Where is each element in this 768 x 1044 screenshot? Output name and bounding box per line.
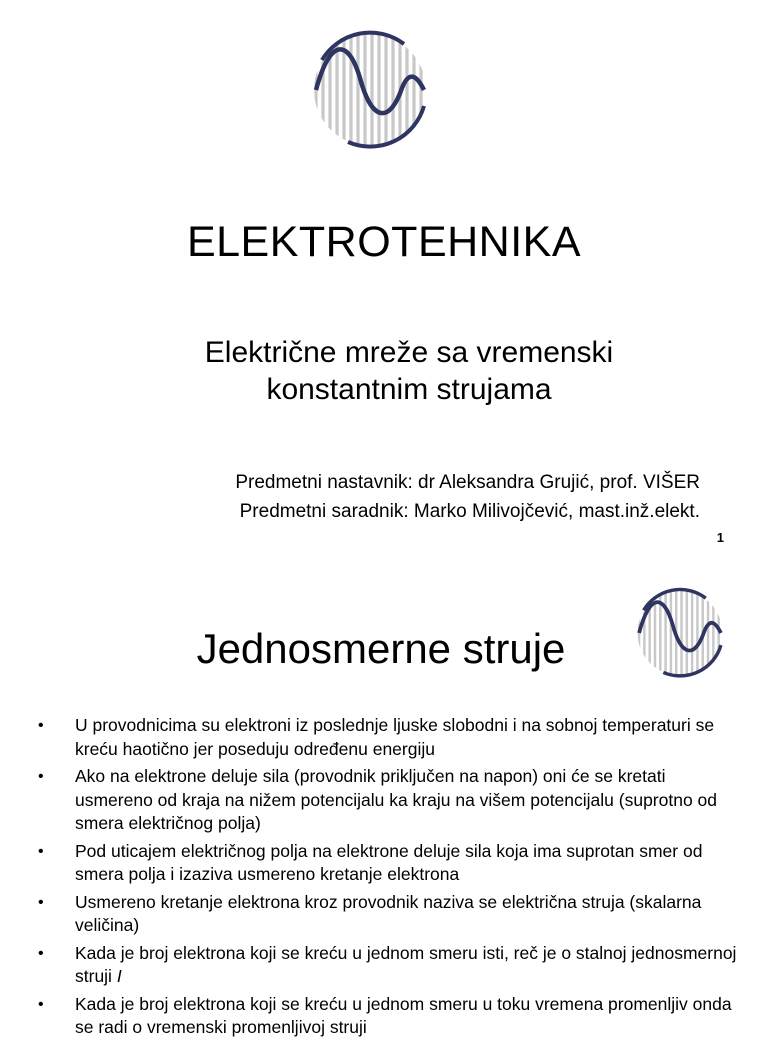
assistant-credit: Predmetni saradnik: Marko Milivojčević, mast.inž.elekt.: [239, 501, 700, 522]
slide-subtitle: Električne mreže sa vremenski konstantnim strujama: [204, 336, 614, 406]
bullet-marker: •: [38, 995, 44, 1013]
bullet-marker: •: [38, 944, 44, 962]
bullet-marker: •: [38, 842, 44, 860]
list-item: [38, 765, 738, 836]
bullet-marker: •: [38, 717, 44, 734]
teacher-credit: Predmetni nastavnik: dr Aleksandra Grujić, prof. VIŠER: [235, 472, 700, 493]
list-item: [38, 840, 738, 887]
list-item: [38, 942, 738, 989]
list-item-text: U provodnicima su elektroni iz poslednje ljuske slobodni i na sobnoj temperaturi se kreću haotično jer poseduju određenu energiju: [75, 715, 715, 759]
list-item-text: Pod uticajem električnog polja na elektrone deluje sila koja ima suprotan smer od smera polja i izaziva usmereno kretanje elektrona: [75, 840, 703, 884]
list-item-text: Usmereno kretanje elektrona kroz provodnik naziva se električna struja (skalarna veličina): [75, 891, 702, 935]
list-item: [38, 891, 738, 938]
credits-block: [100, 468, 700, 526]
page-number: 1: [716, 530, 724, 545]
bullet-marker: •: [38, 893, 44, 911]
slide-title: ELEKTROTEHNIKA: [186, 218, 582, 266]
bullet-marker: •: [38, 768, 44, 785]
slide-title: [0, 625, 768, 673]
sine-wave-circle-logo-icon: [308, 28, 432, 152]
list-item-text: Kada je broj elektrona koji se kreću u jednom smeru u toku vremena promenljiv onda se radi o vremenski promenljivoj struji: [75, 993, 732, 1037]
list-item-text: Ako na elektrone deluje sila (provodnik priključen na napon) oni će se kretati usmereno od kraja na nižem potencijalu ka kraju na višem potencijalu (suprotno od smera električnog polja): [75, 766, 718, 833]
list-item: [38, 714, 738, 761]
list-item: [38, 993, 738, 1040]
slide-title-text: Jednosmerne struje: [196, 625, 566, 672]
list-item-text: Kada je broj elektrona koji se kreću u jednom smeru isti, reč je o stalnoj jednosmernoj struji: [75, 942, 737, 986]
bullet-list: [38, 714, 738, 1044]
current-symbol: I: [116, 966, 122, 986]
